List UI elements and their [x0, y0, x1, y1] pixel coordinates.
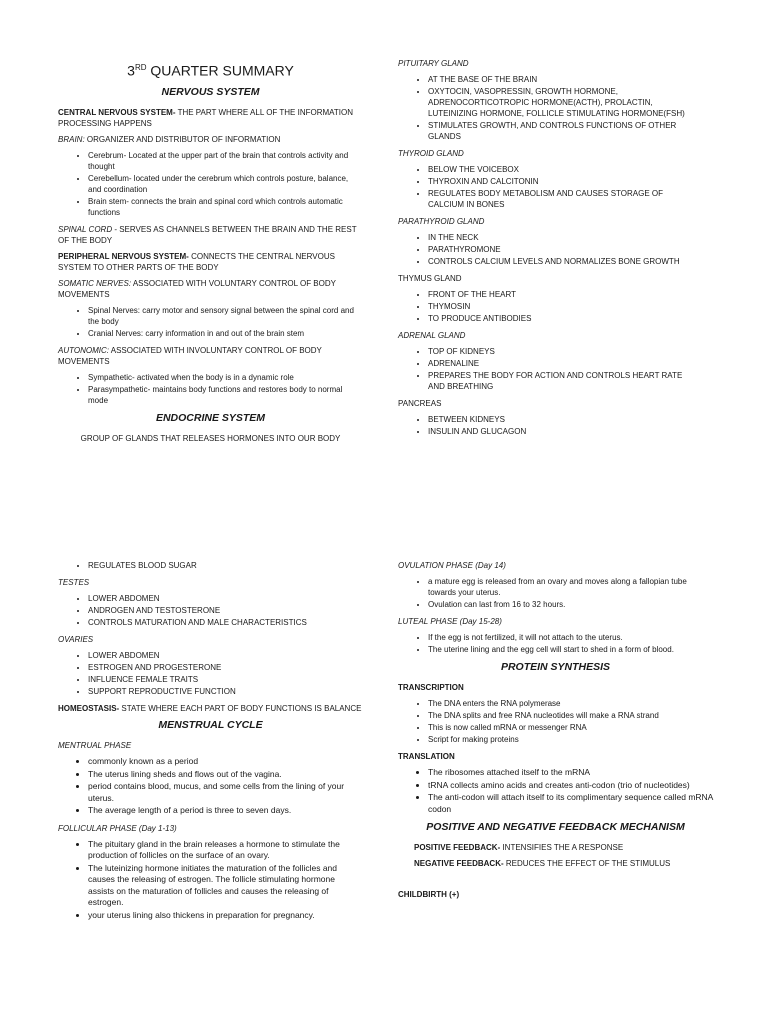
list-item: • Cranial Nerves: carry information in and out of the brain stem: [88, 328, 363, 339]
translation-label: TRANSLATION: [398, 752, 455, 761]
pituitary-list: [398, 74, 698, 142]
thyroid-list: [398, 164, 698, 210]
parathyroid-label: PARATHYROID GLAND: [398, 217, 485, 226]
list-item: • The anti-codon will attach itself to its complimentary sequence called mRNA codon: [428, 792, 713, 815]
brain-paragraph: [58, 134, 363, 145]
autonomic-text: ASSOCIATED WITH INVOLUNTARY CONTROL OF BODY MOVEMENTS: [58, 345, 322, 366]
list-item: • Ovulation can last from 16 to 32 hours.: [428, 599, 713, 610]
list-item: • The ribosomes attached itself to the mRNA: [428, 767, 713, 779]
list-item: • REGULATES BODY METABOLISM AND CAUSES STORAGE OF CALCIUM IN BONES: [428, 188, 698, 210]
list-item: • ADRENALINE: [428, 358, 698, 369]
list-item: • Script for making proteins: [428, 734, 713, 745]
cns-paragraph: [58, 107, 363, 129]
thymus-label: THYMUS GLAND: [398, 274, 462, 283]
bottom-right-column: [398, 560, 713, 905]
title-rest: QUARTER SUMMARY: [146, 62, 294, 79]
list-item: • IN THE NECK: [428, 232, 698, 243]
transcription-label: TRANSCRIPTION: [398, 683, 464, 692]
thymus-list: [398, 289, 698, 324]
autonomic-list: [58, 372, 363, 406]
testes-label: TESTES: [58, 578, 90, 587]
pancreas-list-continued: [58, 560, 363, 571]
feedback-mechanism-heading: POSITIVE AND NEGATIVE FEEDBACK MECHANISM: [426, 821, 685, 833]
list-item: • If the egg is not fertilized, it will not attach to the uterus.: [428, 632, 713, 643]
somatic-list: [58, 305, 363, 339]
mentrual-phase-label: MENTRUAL PHASE: [58, 741, 132, 750]
list-item: • TO PRODUCE ANTIBODIES: [428, 313, 698, 324]
list-item: • The average length of a period is three to seven days.: [88, 805, 363, 817]
list-item: • LOWER ABDOMEN: [88, 593, 363, 604]
list-item: • your uterus lining also thickens in preparation for pregnancy.: [88, 910, 363, 922]
top-left-column: [58, 58, 363, 449]
spinal-cord-paragraph: [58, 224, 363, 246]
top-right-column: [398, 58, 698, 443]
endocrine-description: GROUP OF GLANDS THAT RELEASES HORMONES INTO OUR BODY: [80, 433, 341, 443]
list-item: • period contains blood, mucus, and some cells from the lining of your uterus.: [88, 781, 363, 804]
list-item: • The pituitary gland in the brain releases a hormone to stimulate the production of follicles on the surface of an ovary.: [88, 839, 363, 862]
pns-text: CONNECTS THE CENTRAL NERVOUS SYSTEM TO OTHER PARTS OF THE BODY: [58, 251, 335, 272]
protein-synthesis-heading: PROTEIN SYNTHESIS: [500, 661, 611, 673]
title-superscript: RD: [134, 63, 147, 72]
list-item: • The uterine lining and the egg cell will start to shed in a form of blood.: [428, 644, 713, 655]
cns-label: CENTRAL NERVOUS SYSTEM-: [58, 107, 176, 117]
pancreas-label: PANCREAS: [398, 399, 442, 408]
somatic-paragraph: [58, 278, 363, 300]
list-item: • REGULATES BLOOD SUGAR: [88, 560, 363, 571]
cns-text: THE PART WHERE ALL OF THE INFORMATION PROCESSING HAPPENS: [58, 107, 354, 128]
autonomic-label: AUTONOMIC:: [58, 345, 109, 355]
positive-feedback-paragraph: [398, 842, 713, 853]
list-item: • LOWER ABDOMEN: [88, 650, 363, 661]
mentrual-phase-list: [58, 756, 363, 817]
homeostasis-paragraph: [58, 703, 363, 714]
list-item: • THYMOSIN: [428, 301, 698, 312]
spinal-cord-label: SPINAL CORD: [58, 224, 113, 234]
positive-feedback-text: INTENSIFIES THE A RESPONSE: [500, 843, 624, 852]
somatic-text: ASSOCIATED WITH VOLUNTARY CONTROL OF BODY MOVEMENTS: [58, 278, 336, 299]
pns-paragraph: [58, 251, 363, 273]
list-item: • The DNA splits and free RNA nucleotides will make a RNA strand: [428, 710, 713, 721]
list-item: • Cerebellum- located under the cerebrum which controls posture, balance, and coordination: [88, 173, 363, 195]
list-item: • BETWEEN KIDNEYS: [428, 414, 698, 425]
list-item: • INFLUENCE FEMALE TRAITS: [88, 674, 363, 685]
autonomic-paragraph: [58, 345, 363, 367]
parathyroid-list: [398, 232, 698, 267]
spinal-cord-text: - SERVES AS CHANNELS BETWEEN THE BRAIN AND THE REST OF THE BODY: [58, 224, 357, 245]
list-item: • OXYTOCIN, VASOPRESSIN, GROWTH HORMONE, ADRENOCORTICOTROPIC HORMONE(ACTH), PROLACTIN, LUTEINIZING HORMONE, FOLLICLE STIMULATING HORMONE(FSH): [428, 86, 698, 119]
homeostasis-text: STATE WHERE EACH PART OF BODY FUNCTIONS IS BALANCE: [119, 704, 362, 713]
list-item: • SUPPORT REPRODUCTIVE FUNCTION: [88, 686, 363, 697]
brain-text: ORGANIZER AND DISTRIBUTOR OF INFORMATION: [84, 134, 281, 144]
list-item: • PARATHYROMONE: [428, 244, 698, 255]
adrenal-label: ADRENAL GLAND: [398, 331, 466, 340]
list-item: • This is now called mRNA or messenger RNA: [428, 722, 713, 733]
list-item: • FRONT OF THE HEART: [428, 289, 698, 300]
ovulation-phase-list: [398, 576, 713, 610]
list-item: • ANDROGEN AND TESTOSTERONE: [88, 605, 363, 616]
list-item: • AT THE BASE OF THE BRAIN: [428, 74, 698, 85]
list-item: • ESTROGEN AND PROGESTERONE: [88, 662, 363, 673]
thyroid-label: THYROID GLAND: [398, 149, 464, 158]
endocrine-system-heading: ENDOCRINE SYSTEM: [155, 411, 266, 424]
list-item: • Brain stem- connects the brain and spinal cord which controls automatic functions: [88, 196, 363, 218]
translation-list: [398, 767, 713, 815]
adrenal-list: [398, 346, 698, 392]
list-item: • a mature egg is released from an ovary and moves along a fallopian tube towards your uterus.: [428, 576, 713, 598]
list-item: • PREPARES THE BODY FOR ACTION AND CONTROLS HEART RATE AND BREATHING: [428, 370, 698, 392]
list-item: • The uterus lining sheds and flows out of the vagina.: [88, 769, 363, 781]
bottom-left-column: [58, 560, 363, 927]
list-item: • TOP OF KIDNEYS: [428, 346, 698, 357]
luteal-phase-label: LUTEAL PHASE (Day 15-28): [398, 617, 502, 626]
follicular-phase-label: FOLLICULAR PHASE (Day 1-13): [58, 823, 177, 833]
ovulation-phase-label: OVULATION PHASE (Day 14): [398, 561, 506, 570]
luteal-phase-list: [398, 632, 713, 655]
follicular-phase-list: [58, 839, 363, 922]
childbirth-label: CHILDBIRTH (+): [398, 890, 460, 899]
brain-list: [58, 150, 363, 218]
homeostasis-label: HOMEOSTASIS-: [58, 704, 120, 713]
list-item: • INSULIN AND GLUCAGON: [428, 426, 698, 437]
pns-label: PERIPHERAL NERVOUS SYSTEM-: [58, 251, 189, 261]
list-item: • Cerebrum- Located at the upper part of the brain that controls activity and thought: [88, 150, 363, 172]
title-prefix: 3: [127, 62, 135, 79]
page-title: [58, 60, 363, 79]
ovaries-label: OVARIES: [58, 635, 94, 644]
transcription-list: [398, 698, 713, 745]
list-item: • BELOW THE VOICEBOX: [428, 164, 698, 175]
negative-feedback-label: NEGATIVE FEEDBACK-: [414, 859, 504, 868]
list-item: • Sympathetic- activated when the body is in a dynamic role: [88, 372, 363, 383]
negative-feedback-text: REDUCES THE EFFECT OF THE STIMULUS: [503, 859, 671, 868]
list-item: • tRNA collects amino acids and creates anti-codon (trio of nucleotides): [428, 780, 713, 792]
menstrual-cycle-heading: MENSTRUAL CYCLE: [158, 719, 263, 731]
pituitary-label: PITUITARY GLAND: [398, 59, 469, 68]
list-item: • The luteinizing hormone initiates the maturation of the follicles and causes the releasing of estrogen. The follicle stimulating hormone assists on the maturation of follicles and causes the releasing of estrogen.: [88, 863, 363, 909]
list-item: • Spinal Nerves: carry motor and sensory signal between the spinal cord and the body: [88, 305, 363, 327]
testes-list: [58, 593, 363, 628]
positive-feedback-label: POSITIVE FEEDBACK-: [414, 843, 501, 852]
list-item: • STIMULATES GROWTH, AND CONTROLS FUNCTIONS OF OTHER GLANDS: [428, 120, 698, 142]
list-item: • The DNA enters the RNA polymerase: [428, 698, 713, 709]
list-item: • CONTROLS CALCIUM LEVELS AND NORMALIZES BONE GROWTH: [428, 256, 698, 267]
ovaries-list: [58, 650, 363, 697]
list-item: • Parasympathetic- maintains body functions and restores body to normal mode: [88, 384, 363, 406]
list-item: • CONTROLS MATURATION AND MALE CHARACTERISTICS: [88, 617, 363, 628]
somatic-label: SOMATIC NERVES:: [58, 278, 132, 288]
pancreas-list: [398, 414, 698, 437]
brain-label: BRAIN:: [58, 134, 85, 144]
list-item: • commonly known as a period: [88, 756, 363, 768]
negative-feedback-paragraph: [398, 858, 713, 869]
nervous-system-heading: NERVOUS SYSTEM: [161, 85, 260, 98]
list-item: • THYROXIN AND CALCITONIN: [428, 176, 698, 187]
